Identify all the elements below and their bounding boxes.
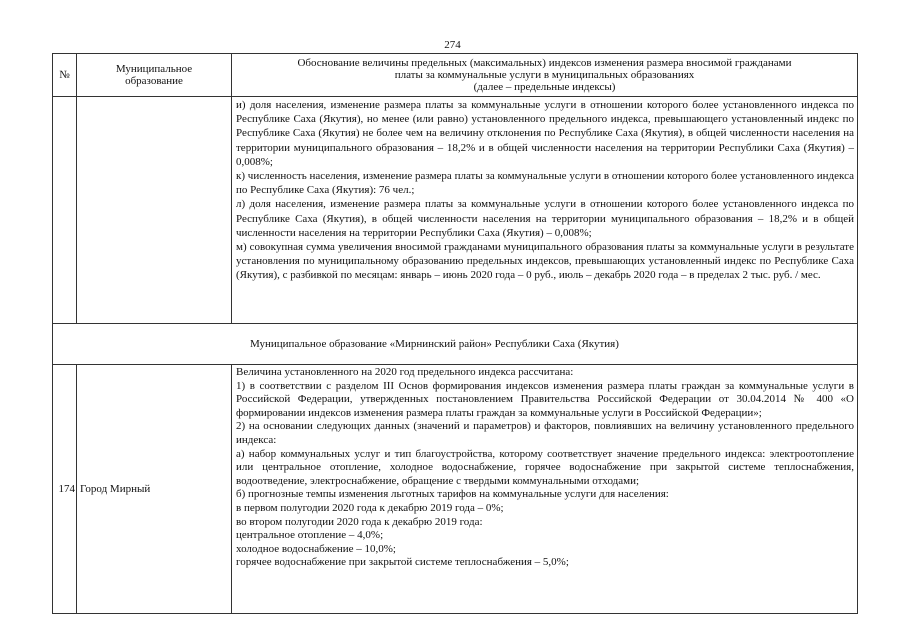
table-header-row xyxy=(53,54,858,97)
row-municipality: Город Мирный xyxy=(77,365,232,614)
row-paragraph-first-half: в первом полугодии 2020 года к декабрю 2019 года – 0%; xyxy=(236,501,504,514)
continuation-number-cell xyxy=(53,97,77,324)
section-title: Муниципальное образование «Мирнинский район» Республики Саха (Якутия) xyxy=(250,337,619,350)
row-paragraph-hot-water: горячее водоснабжение при закрытой системе теплоснабжения – 5,0%; xyxy=(236,556,569,569)
header-number: № xyxy=(53,54,77,97)
header-municipality-line1: Муниципальное xyxy=(115,63,193,75)
paragraph-k: к) численность населения, изменение размера платы за коммунальные услуги в отношении которого более установленного индекса по Республике Саха (Якутия): 76 чел.; xyxy=(236,170,854,197)
paragraph-m: м) совокупная сумма увеличения вносимой гражданами муниципального образования платы за коммунальные услуги в результате установления по муниципальному образованию предельных индексов, превышающих установленный индекс по Республике Саха (Якутия), с разбивкой по месяцам: январь – июнь 2020 года – 0 руб., июль – декабрь 2020 года – в пределах 2 тыс. руб. / мес. xyxy=(236,241,854,282)
row-paragraph-heating: центральное отопление – 4,0%; xyxy=(236,529,384,542)
row-justification-cell xyxy=(232,365,858,614)
tariff-index-table xyxy=(52,53,858,614)
header-justification-line1: Обоснование величины предельных (максимальных) индексов изменения размера вносимой гражданами xyxy=(297,57,792,69)
continuation-justification-cell xyxy=(232,97,858,324)
section-title-cell xyxy=(53,324,858,365)
header-municipality xyxy=(77,54,232,97)
row-number: 174 xyxy=(53,365,77,614)
section-header-row xyxy=(53,324,858,365)
table-row xyxy=(53,365,858,614)
continuation-municipality-cell xyxy=(77,97,232,324)
row-paragraph-1: 1) в соответствии с разделом III Основ формирования индексов изменения размера платы граждан за коммунальные услуги в Российской Федерации, утвержденных постановлением Правительства Российской Федерации от 30.04.2014 № 400 «О формировании индексов изменения размера платы граждан за коммунальные услуги в Российской Федерации»; xyxy=(236,379,854,419)
table-row-continuation xyxy=(53,97,858,324)
row-paragraph-a: а) набор коммунальных услуг и тип благоустройства, которому соответствует значение предельного индекса: электроотопление или центральное отопление, холодное водоснабжение, горячее водоснабжение при закрытой системе теплоснабжения, водоотведение, электроснабжение, обращение с твердыми коммунальными отходами; xyxy=(236,447,854,487)
row-paragraph-2: 2) на основании следующих данных (значений и параметров) и факторов, повлиявших на величину установленного предельного индекса: xyxy=(236,420,854,446)
row-paragraph-b: б) прогнозные темпы изменения льготных тарифов на коммунальные услуги для населения: xyxy=(236,488,669,501)
row-paragraph-second-half: во втором полугодии 2020 года к декабрю 2019 года: xyxy=(236,515,483,528)
page-number: 274 xyxy=(444,39,461,51)
row-paragraph-cold-water: холодное водоснабжение – 10,0%; xyxy=(236,542,396,555)
paragraph-l: л) доля населения, изменение размера платы за коммунальные услуги в отношении которого более установленного индекса по Республике Саха (Якутия), в общей численности населения на территории муниципального образования – 18,2% и в общей численности населения на территории Республики Саха (Якутия) – 0,008%; xyxy=(236,198,854,239)
header-justification xyxy=(232,54,858,97)
header-municipality-line2: образование xyxy=(125,75,183,87)
row-paragraph-intro: Величина установленного на 2020 год предельного индекса рассчитана: xyxy=(236,366,574,378)
header-justification-line3: (далее – предельные индексы) xyxy=(473,81,616,93)
header-justification-line2: платы за коммунальные услуги в муниципальных образованиях xyxy=(394,69,695,81)
paragraph-i: и) доля населения, изменение размера платы за коммунальные услуги в отношении которого более установленного индекса по Республике Саха (Якутия), но менее (или равно) установленного предельного индекса, превышающего установленный индекс по Республике Саха (Якутия) не более чем на величину отклонения по Республике Саха (Якутия), в общей численности населения на территории муниципального образования – 18,2% и в общей численности населения на территории Республики Саха (Якутия) – 0,008%; xyxy=(236,99,854,168)
